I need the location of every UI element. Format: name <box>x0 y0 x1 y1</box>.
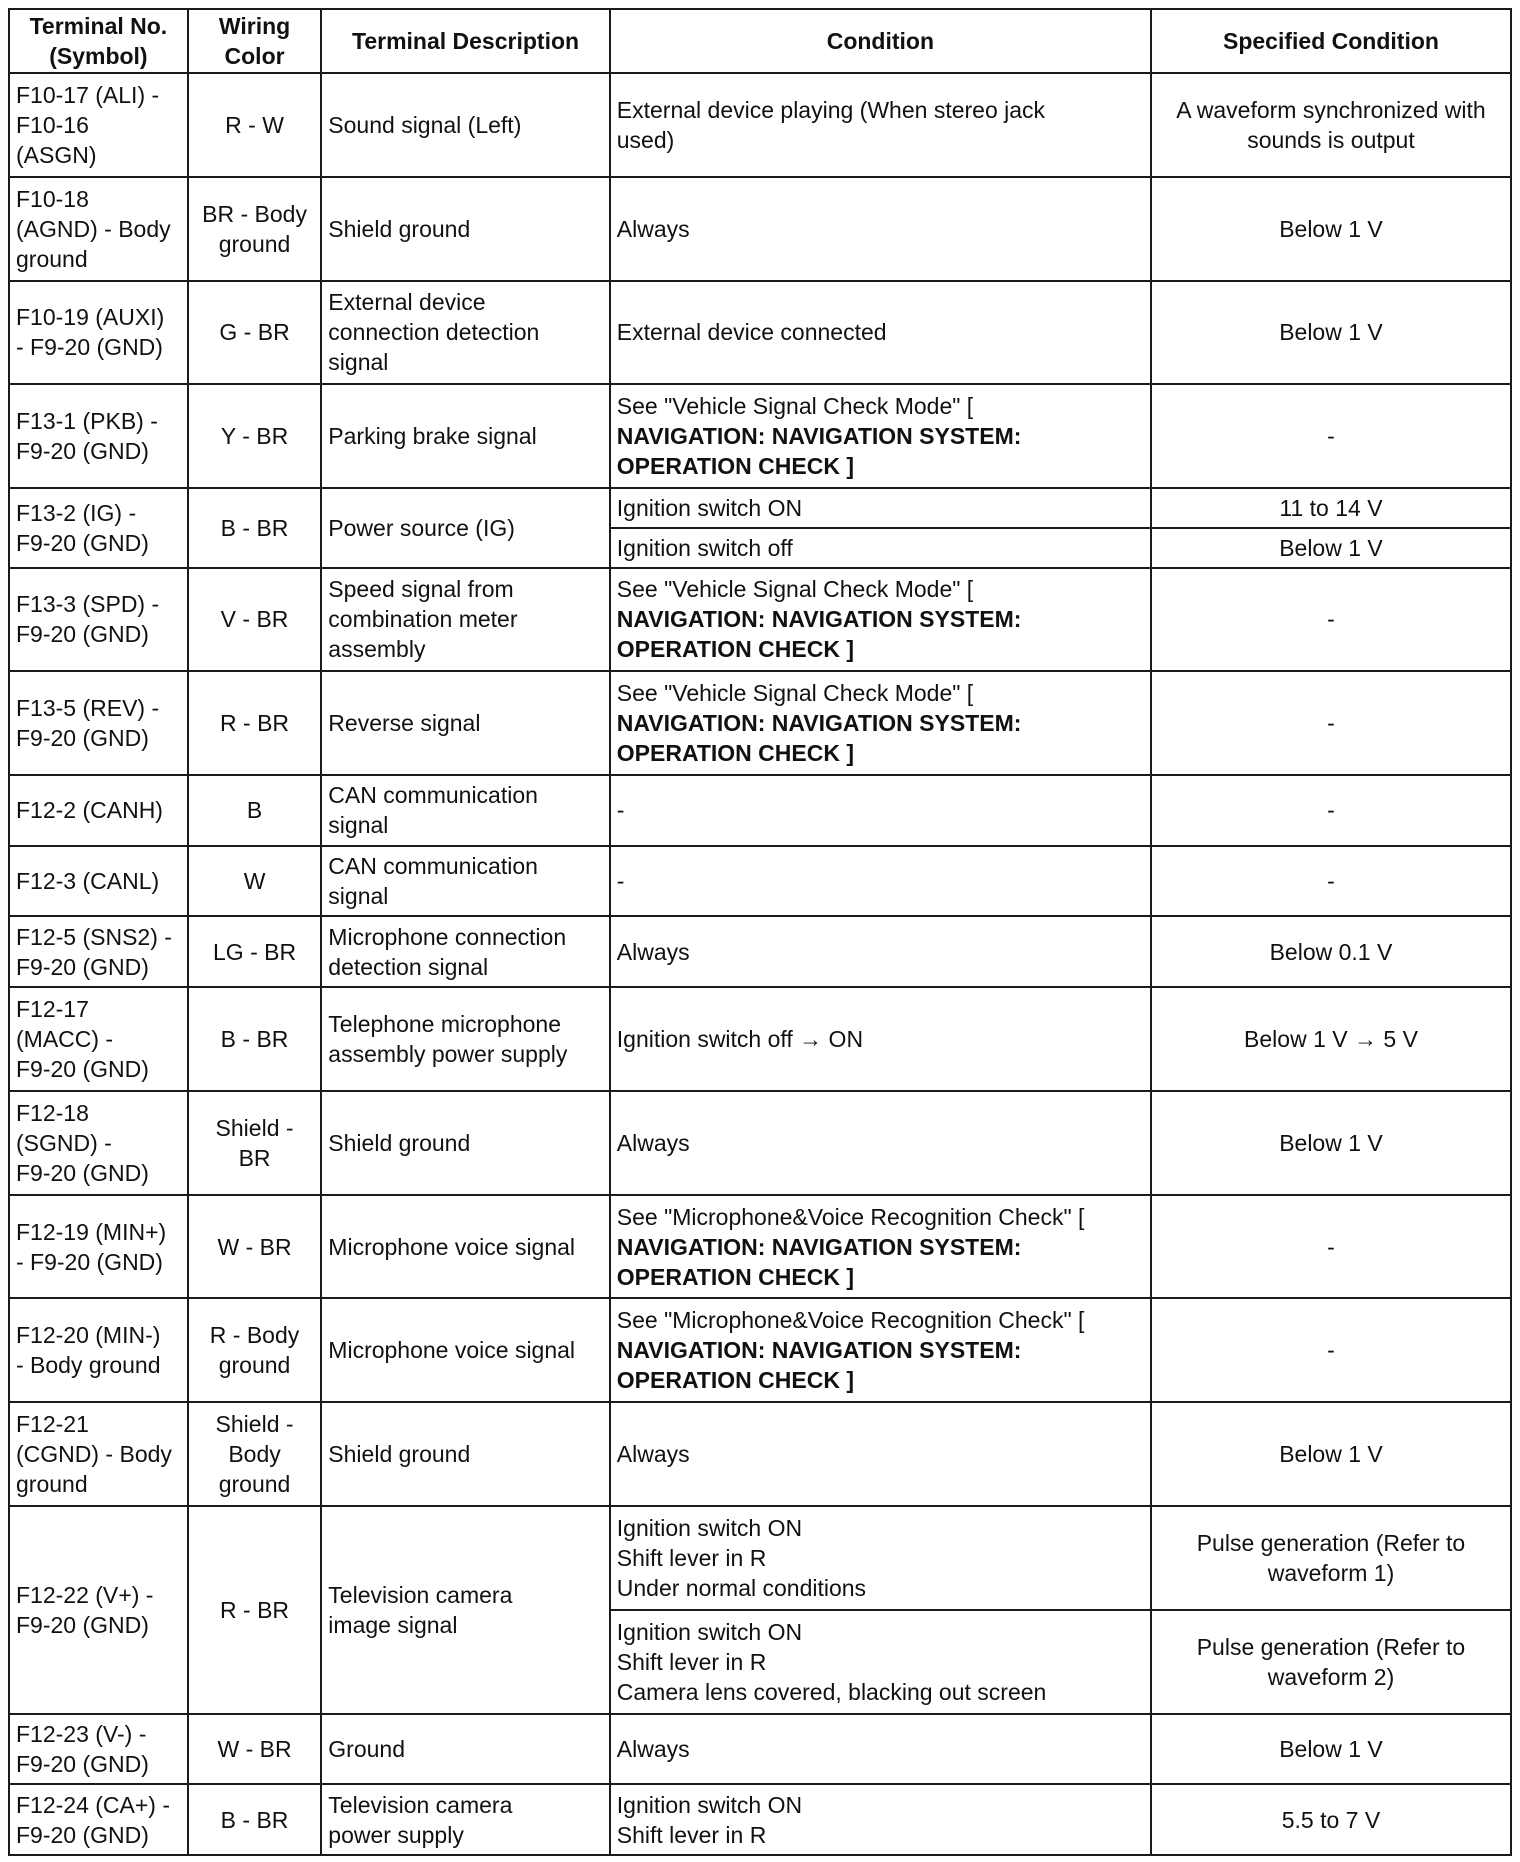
terminal-cell-line: ground <box>16 1471 88 1498</box>
table-row <box>9 384 1511 488</box>
table-row <box>9 281 1511 385</box>
description-cell-line: Speed signal from <box>328 576 514 603</box>
manual-reference-link[interactable]: OPERATION CHECK ] <box>616 453 855 480</box>
description-cell <box>321 73 609 177</box>
specified-condition-cell <box>1151 1506 1511 1610</box>
description-cell <box>321 1506 609 1714</box>
description-cell <box>321 1195 609 1299</box>
terminal-cell-line: F9-20 (GND) <box>16 1750 149 1777</box>
specified-condition-cell <box>1151 1298 1511 1402</box>
description-cell-line: Microphone voice signal <box>328 1337 576 1364</box>
manual-reference-link[interactable]: NAVIGATION: NAVIGATION SYSTEM: <box>616 1233 1022 1260</box>
terminal-cell-line: F12-17 <box>16 996 89 1023</box>
terminal-cell-line: (AGND) - Body <box>16 215 171 242</box>
terminal-cell-line: F13-3 (SPD) - <box>16 591 160 618</box>
terminal-cell-line: F9-20 (GND) <box>16 438 149 465</box>
terminal-cell <box>9 1784 188 1855</box>
condition-cell-line: - <box>616 868 625 895</box>
terminal-cell-line: (MACC) - <box>16 1026 114 1053</box>
terminal-cell-line: F10-19 (AUXI) <box>16 304 165 331</box>
terminal-cell <box>9 73 188 177</box>
terminal-table <box>8 8 1512 1856</box>
condition-cell <box>610 1610 1151 1714</box>
wiring-color-cell <box>188 846 322 917</box>
wiring-color-cell-line: W - BR <box>217 1233 292 1260</box>
condition-cell <box>610 73 1151 177</box>
table-body <box>9 73 1511 1855</box>
terminal-cell <box>9 987 188 1091</box>
condition-cell <box>610 846 1151 917</box>
condition-cell-line: Ignition switch off → ON <box>616 1026 864 1053</box>
wiring-color-cell-line: BR <box>238 1144 271 1171</box>
terminal-cell-line: F12-5 (SNS2) - <box>16 923 172 950</box>
wiring-color-cell <box>188 281 322 385</box>
wiring-color-cell-line: Y - BR <box>220 423 289 450</box>
description-cell-line: power supply <box>328 1821 464 1848</box>
condition-cell-line: used) <box>616 126 675 153</box>
condition-text: See "Vehicle Signal Check Mode" [ <box>616 576 974 603</box>
condition-cell-line: Always <box>616 1441 690 1468</box>
header-terminal-description: Terminal Description <box>321 9 609 73</box>
description-cell-line: Television camera <box>328 1581 513 1608</box>
terminal-cell-line: F9-20 (GND) <box>16 725 149 752</box>
terminal-cell-line: F12-18 <box>16 1099 89 1126</box>
description-cell-line: CAN communication <box>328 782 538 809</box>
condition-text: See "Microphone&Voice Recognition Check" [ <box>616 1307 1085 1334</box>
specified-condition-cell <box>1151 281 1511 385</box>
wiring-color-cell <box>188 916 322 987</box>
specified-condition-cell-line: Below 1 V <box>1279 215 1383 242</box>
condition-cell-line: External device connected <box>616 319 887 346</box>
condition-cell <box>610 528 1151 568</box>
wiring-color-cell <box>188 568 322 672</box>
description-cell-line: connection detection <box>328 319 540 346</box>
condition-cell <box>610 177 1151 281</box>
specified-condition-cell <box>1151 488 1511 528</box>
condition-cell <box>610 775 1151 846</box>
condition-cell <box>610 488 1151 528</box>
terminal-cell-line: F9-20 (GND) <box>16 621 149 648</box>
terminal-cell-line: F9-20 (GND) <box>16 1159 149 1186</box>
wiring-color-cell-line: ground <box>218 1352 291 1379</box>
header-condition: Condition <box>610 9 1151 73</box>
terminal-cell-line: F13-1 (PKB) - <box>16 408 158 435</box>
description-cell-line: combination meter <box>328 606 518 633</box>
condition-cell <box>610 568 1151 672</box>
manual-reference-link[interactable]: OPERATION CHECK ] <box>616 1263 855 1290</box>
condition-cell <box>610 671 1151 775</box>
table-row <box>9 1298 1511 1402</box>
terminal-cell-line: F13-2 (IG) - <box>16 499 137 526</box>
terminal-cell-line: F9-20 (GND) <box>16 953 149 980</box>
manual-reference-link[interactable]: NAVIGATION: NAVIGATION SYSTEM: <box>616 1337 1022 1364</box>
wiring-color-cell <box>188 1714 322 1785</box>
terminal-cell <box>9 177 188 281</box>
terminal-cell-line: F12-3 (CANL) <box>16 868 160 895</box>
specified-condition-cell-line: 11 to 14 V <box>1279 494 1383 521</box>
terminal-cell-line: F12-2 (CANH) <box>16 797 163 824</box>
condition-cell-line: Always <box>616 215 690 242</box>
condition-cell-line: Shift lever in R <box>616 1648 767 1675</box>
manual-reference-link[interactable]: OPERATION CHECK ] <box>616 1367 855 1394</box>
description-cell-line: Reverse signal <box>328 710 481 737</box>
wiring-color-cell <box>188 1195 322 1299</box>
manual-reference-link[interactable]: OPERATION CHECK ] <box>616 740 855 767</box>
condition-cell <box>610 1506 1151 1610</box>
wiring-color-cell-line: G - BR <box>219 319 290 346</box>
wiring-color-cell <box>188 73 322 177</box>
wiring-color-cell <box>188 1506 322 1714</box>
specified-condition-cell <box>1151 73 1511 177</box>
condition-cell-line: Always <box>616 1735 690 1762</box>
description-cell <box>321 384 609 488</box>
table-row <box>9 1714 1511 1785</box>
wiring-color-cell-line: Shield - <box>215 1411 294 1438</box>
specified-condition-cell-line: - <box>1327 1337 1335 1364</box>
specified-condition-cell <box>1151 916 1511 987</box>
terminal-cell-line: F12-19 (MIN+) <box>16 1218 167 1245</box>
condition-cell <box>610 281 1151 385</box>
terminal-cell-line: F10-17 (ALI) - <box>16 81 160 108</box>
specified-condition-cell <box>1151 671 1511 775</box>
description-cell-line: Microphone connection <box>328 923 567 950</box>
condition-cell-line: Always <box>616 938 690 965</box>
terminal-cell-line: (SGND) - <box>16 1129 112 1156</box>
specified-condition-cell <box>1151 528 1511 568</box>
terminal-cell-line: ground <box>16 245 88 272</box>
description-cell-line: External device <box>328 289 486 316</box>
wiring-color-cell-line: BR - Body <box>202 200 307 227</box>
description-cell <box>321 987 609 1091</box>
wiring-color-cell <box>188 1402 322 1506</box>
condition-cell-line: Shift lever in R <box>616 1544 767 1571</box>
condition-cell-line: Ignition switch ON <box>616 494 803 521</box>
terminal-cell <box>9 1714 188 1785</box>
wiring-color-cell-line: B <box>246 797 263 824</box>
table-row <box>9 488 1511 528</box>
specified-condition-cell-line: A waveform synchronized with <box>1176 96 1486 123</box>
specified-condition-cell-line: - <box>1327 423 1335 450</box>
terminal-cell <box>9 916 188 987</box>
description-cell-line: CAN communication <box>328 853 538 880</box>
specified-condition-cell-line: - <box>1327 606 1335 633</box>
header-terminal: Terminal No. (Symbol) <box>9 9 188 73</box>
terminal-cell-line: - Body ground <box>16 1352 161 1379</box>
table-row <box>9 671 1511 775</box>
description-cell-line: Shield ground <box>328 215 471 242</box>
wiring-color-cell <box>188 488 322 567</box>
condition-cell-line: Ignition switch off <box>616 534 793 561</box>
terminal-cell <box>9 1402 188 1506</box>
terminal-cell-line: F9-20 (GND) <box>16 529 149 556</box>
description-cell-line: signal <box>328 883 389 910</box>
terminal-cell <box>9 568 188 672</box>
specified-condition-cell <box>1151 775 1511 846</box>
terminal-cell <box>9 1195 188 1299</box>
specified-condition-cell <box>1151 384 1511 488</box>
description-cell <box>321 916 609 987</box>
description-cell <box>321 281 609 385</box>
wiring-color-cell-line: ground <box>218 1471 291 1498</box>
table-row <box>9 846 1511 917</box>
specified-condition-cell-line: - <box>1327 1233 1335 1260</box>
description-cell-line: Television camera <box>328 1791 513 1818</box>
specified-condition-cell <box>1151 987 1511 1091</box>
terminal-cell <box>9 671 188 775</box>
table-row <box>9 73 1511 177</box>
condition-cell-line: Shift lever in R <box>616 1821 767 1848</box>
specified-condition-cell-line: Pulse generation (Refer to <box>1196 1633 1466 1660</box>
table-row <box>9 775 1511 846</box>
condition-cell-line: External device playing (When stereo jack <box>616 96 1046 123</box>
terminal-cell <box>9 775 188 846</box>
wiring-color-cell-line: Body <box>228 1441 281 1468</box>
condition-cell <box>610 1298 1151 1402</box>
wiring-color-cell-line: R - BR <box>220 1596 290 1623</box>
condition-cell <box>610 1091 1151 1195</box>
terminal-cell-line: F12-20 (MIN-) <box>16 1322 161 1349</box>
terminal-cell <box>9 846 188 917</box>
description-cell-line: image signal <box>328 1611 458 1638</box>
condition-cell <box>610 987 1151 1091</box>
description-cell-line: Shield ground <box>328 1441 471 1468</box>
terminal-cell-line: F9-20 (GND) <box>16 1821 149 1848</box>
description-cell <box>321 1784 609 1855</box>
description-cell-line: assembly <box>328 636 426 663</box>
description-cell-line: Ground <box>328 1735 406 1762</box>
condition-text: See "Microphone&Voice Recognition Check" [ <box>616 1203 1085 1230</box>
table-row <box>9 177 1511 281</box>
manual-reference-link[interactable]: OPERATION CHECK ] <box>616 636 855 663</box>
terminal-cell-line: (CGND) - Body <box>16 1441 172 1468</box>
condition-cell <box>610 916 1151 987</box>
specified-condition-cell-line: Below 1 V <box>1279 1129 1383 1156</box>
description-cell <box>321 1714 609 1785</box>
condition-cell-line: Under normal conditions <box>616 1574 867 1601</box>
terminal-cell-line: F12-23 (V-) - <box>16 1720 147 1747</box>
condition-cell <box>610 1195 1151 1299</box>
manual-reference-link[interactable]: NAVIGATION: NAVIGATION SYSTEM: <box>616 606 1022 633</box>
wiring-color-cell <box>188 671 322 775</box>
manual-reference-link[interactable]: NAVIGATION: NAVIGATION SYSTEM: <box>616 423 1022 450</box>
description-cell <box>321 846 609 917</box>
manual-reference-link[interactable]: NAVIGATION: NAVIGATION SYSTEM: <box>616 710 1022 737</box>
condition-cell <box>610 1402 1151 1506</box>
terminal-cell <box>9 384 188 488</box>
wiring-color-cell-line: Shield - <box>215 1114 294 1141</box>
wiring-color-cell-line: B - BR <box>220 1806 289 1833</box>
condition-cell <box>610 1784 1151 1855</box>
terminal-cell-line: - F9-20 (GND) <box>16 334 163 361</box>
specified-condition-cell <box>1151 1195 1511 1299</box>
header-row <box>9 9 1511 73</box>
header-wiring-color: Wiring Color <box>188 9 322 73</box>
description-cell-line: Parking brake signal <box>328 423 537 450</box>
specified-condition-cell <box>1151 1714 1511 1785</box>
condition-cell <box>610 1714 1151 1785</box>
specified-condition-cell-line: - <box>1327 868 1335 895</box>
specified-condition-cell <box>1151 1091 1511 1195</box>
condition-cell-line: Camera lens covered, blacking out screen <box>616 1678 1047 1705</box>
specified-condition-cell-line: waveform 1) <box>1267 1559 1395 1586</box>
table-row <box>9 1784 1511 1855</box>
specified-condition-cell-line: Below 1 V <box>1279 319 1383 346</box>
specified-condition-cell-line: - <box>1327 710 1335 737</box>
table-row <box>9 1091 1511 1195</box>
specified-condition-cell-line: Below 0.1 V <box>1269 938 1393 965</box>
table-row <box>9 987 1511 1091</box>
description-cell-line: detection signal <box>328 953 489 980</box>
wiring-color-cell-line: W - BR <box>217 1735 292 1762</box>
wiring-color-cell-line: R - Body <box>209 1322 300 1349</box>
wiring-color-cell-line: R - BR <box>220 710 290 737</box>
table-row <box>9 568 1511 672</box>
header-specified-condition: Specified Condition <box>1151 9 1511 73</box>
table-row <box>9 916 1511 987</box>
specified-condition-cell-line: sounds is output <box>1247 126 1415 153</box>
specified-condition-cell-line: Below 1 V <box>1279 1735 1383 1762</box>
specified-condition-cell-line: Below 1 V <box>1279 534 1383 561</box>
specified-condition-cell-line: waveform 2) <box>1267 1663 1395 1690</box>
description-cell <box>321 1402 609 1506</box>
wiring-color-cell <box>188 384 322 488</box>
terminal-cell-line: F12-24 (CA+) - <box>16 1791 171 1818</box>
wiring-color-cell <box>188 987 322 1091</box>
specified-condition-cell <box>1151 568 1511 672</box>
terminal-cell-line: (ASGN) <box>16 141 97 168</box>
specified-condition-cell <box>1151 1610 1511 1714</box>
wiring-color-cell-line: LG - BR <box>213 938 297 965</box>
terminal-cell-line: F12-22 (V+) - <box>16 1581 154 1608</box>
table-row <box>9 1506 1511 1610</box>
terminal-cell <box>9 1506 188 1714</box>
condition-text: See "Vehicle Signal Check Mode" [ <box>616 680 974 707</box>
specified-condition-cell <box>1151 846 1511 917</box>
terminal-cell-line: F9-20 (GND) <box>16 1056 149 1083</box>
wiring-color-cell <box>188 1091 322 1195</box>
specified-condition-cell <box>1151 1402 1511 1506</box>
description-cell-line: signal <box>328 812 389 839</box>
wiring-color-cell <box>188 177 322 281</box>
condition-cell-line: Ignition switch ON <box>616 1791 803 1818</box>
description-cell-line: Shield ground <box>328 1129 471 1156</box>
wiring-color-cell-line: R - W <box>225 111 284 138</box>
specified-condition-cell-line: Pulse generation (Refer to <box>1196 1529 1466 1556</box>
terminal-cell <box>9 281 188 385</box>
specified-condition-cell <box>1151 177 1511 281</box>
wiring-color-cell-line: V - BR <box>220 606 289 633</box>
specified-condition-cell-line: 5.5 to 7 V <box>1281 1806 1381 1833</box>
specified-condition-cell <box>1151 1784 1511 1855</box>
wiring-color-cell <box>188 1784 322 1855</box>
wiring-color-cell <box>188 1298 322 1402</box>
terminal-cell-line: - F9-20 (GND) <box>16 1248 163 1275</box>
table-row <box>9 1402 1511 1506</box>
wiring-color-cell-line: B - BR <box>220 1026 289 1053</box>
description-cell-line: assembly power supply <box>328 1041 568 1068</box>
terminal-cell-line: F12-21 <box>16 1411 89 1438</box>
wiring-color-cell <box>188 775 322 846</box>
condition-cell-line: Always <box>616 1129 690 1156</box>
description-cell-line: Microphone voice signal <box>328 1233 576 1260</box>
condition-cell-line: - <box>616 797 625 824</box>
condition-text: See "Vehicle Signal Check Mode" [ <box>616 393 974 420</box>
description-cell-line: Sound signal (Left) <box>328 111 522 138</box>
description-cell <box>321 488 609 567</box>
description-cell <box>321 568 609 672</box>
wiring-color-cell-line: W <box>243 868 266 895</box>
terminal-cell <box>9 1091 188 1195</box>
condition-cell-line: Ignition switch ON <box>616 1514 803 1541</box>
description-cell <box>321 177 609 281</box>
terminal-cell-line: F10-16 <box>16 111 89 138</box>
specified-condition-cell-line: Below 1 V → 5 V <box>1244 1026 1418 1053</box>
terminal-cell <box>9 1298 188 1402</box>
description-cell-line: signal <box>328 349 389 376</box>
description-cell-line: Telephone microphone <box>328 1011 562 1038</box>
table-row <box>9 1195 1511 1299</box>
description-cell <box>321 775 609 846</box>
condition-cell <box>610 384 1151 488</box>
description-cell <box>321 1298 609 1402</box>
description-cell-line: Power source (IG) <box>328 514 515 541</box>
description-cell <box>321 671 609 775</box>
terminal-cell-line: F13-5 (REV) - <box>16 695 160 722</box>
wiring-color-cell-line: ground <box>218 230 291 257</box>
terminal-cell-line: F10-18 <box>16 185 89 212</box>
specified-condition-cell-line: Below 1 V <box>1279 1441 1383 1468</box>
specified-condition-cell-line: - <box>1327 797 1335 824</box>
terminal-cell-line: F9-20 (GND) <box>16 1611 149 1638</box>
condition-cell-line: Ignition switch ON <box>616 1618 803 1645</box>
terminal-cell <box>9 488 188 567</box>
wiring-color-cell-line: B - BR <box>220 514 289 541</box>
description-cell <box>321 1091 609 1195</box>
